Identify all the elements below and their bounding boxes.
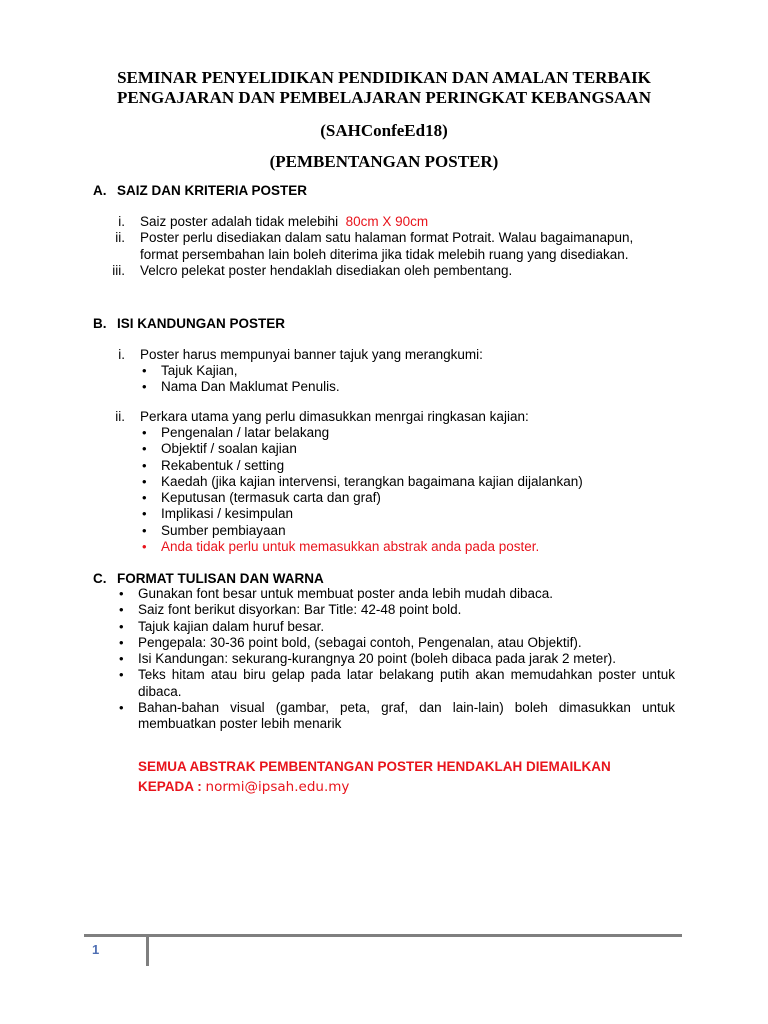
bullet-text: Nama Dan Maklumat Penulis. [161,379,340,395]
bullet-text: Sumber pembiayaan [161,522,286,538]
bullet-icon: • [142,441,147,457]
list-item-text-line-1: Poster perlu disediakan dalam satu halaman format Potrait. Walau bagaimanapun, [140,230,634,246]
header-title-line-1: SEMINAR PENYELIDIKAN PENDIDIKAN DAN AMALAN TERBAIK [117,68,651,87]
bullet-item [115,667,675,700]
notice-prefix: KEPADA : [138,779,202,794]
page-number: 1 [92,942,100,957]
list-item-text: Velcro pelekat poster hendaklah disediakan oleh pembentang. [140,262,513,278]
section-b-title: ISI KANDUNGAN POSTER [117,316,286,331]
bullet-text: Tajuk Kajian, [161,363,238,378]
list-item [93,214,678,230]
bullet-item [138,441,678,457]
footer-divider [146,937,149,966]
section-b-item-2 [93,409,678,425]
bullet-icon: • [119,651,124,667]
bullet-icon: • [142,425,147,440]
bullet-text: Gunakan font besar untuk membuat poster anda lebih mudah dibaca. [138,586,554,601]
email-address[interactable]: normi@ipsah.edu.my [205,779,350,795]
notice-line-2 [138,777,678,797]
document-subtitle: (PEMBENTANGAN POSTER) [269,152,499,171]
bullet-item [115,602,675,618]
bullet-item [138,523,678,539]
bullet-text: Implikasi / kesimpulan [161,506,294,522]
section-a-heading [93,182,307,199]
section-c-letter: C. [93,571,107,586]
list-item-number: i. [118,214,125,229]
list-item [93,263,678,279]
email-notice [138,757,678,797]
list-item-text: Saiz poster adalah tidak melebihi [140,214,339,229]
bullet-icon: • [119,618,124,634]
bullet-icon: • [142,457,147,473]
section-c-title: FORMAT TULISAN DAN WARNA [117,571,324,586]
list-item [93,347,678,363]
section-b-heading [93,315,285,332]
bullet-item [138,363,678,379]
bullet-text: Bahan-bahan visual (gambar, peta, graf, dan lain-lain) boleh dimasukkan untuk membuatkan poster lebih menarik [138,700,675,732]
footer-rule [84,934,682,937]
bullet-item-warning [138,539,678,555]
bullet-item [115,619,675,635]
bullet-text: Objektif / soalan kajian [161,441,297,457]
bullet-icon: • [119,634,124,650]
bullet-text: Kaedah (jika kajian intervensi, terangkan bagaimana kajian dijalankan) [161,473,583,489]
bullet-icon: • [119,602,124,618]
bullet-text: Saiz font berikut disyorkan: Bar Title: 42-48 point bold. [138,602,462,618]
bullet-icon: • [142,363,147,378]
bullet-text: Teks hitam atau biru gelap pada latar belakang putih akan memudahkan poster untuk dibaca. [138,667,675,699]
bullet-text: Keputusan (termasuk carta dan graf) [161,490,381,506]
bullet-item [138,425,678,441]
bullet-item [138,506,678,522]
bullet-item [115,651,675,667]
bullet-icon: • [142,522,147,538]
section-b-item-2-bullets [138,425,678,555]
section-a-list [93,214,678,279]
list-item-number: ii. [115,409,125,424]
section-a-letter: A. [93,183,107,198]
list-item-text: Perkara utama yang perlu dimasukkan menrgai ringkasan kajian: [140,409,529,424]
section-c-heading [93,570,324,587]
bullet-item [138,474,678,490]
bullet-text: Tajuk kajian dalam huruf besar. [138,618,325,634]
bullet-text: Pengenalan / latar belakang [161,425,330,440]
bullet-icon: • [119,667,124,683]
list-item-text: Poster harus mempunyai banner tajuk yang merangkumi: [140,347,483,362]
bullet-item [138,490,678,506]
bullet-text: Anda tidak perlu untuk memasukkan abstrak anda pada poster. [161,539,540,555]
bullet-icon: • [142,379,147,395]
list-item-number: ii. [115,230,125,246]
section-b-item-1 [93,347,678,363]
section-a-title: SAIZ DAN KRITERIA POSTER [117,183,308,198]
list-item-number: iii. [112,262,125,278]
bullet-icon: • [119,700,124,716]
bullet-item [115,635,675,651]
section-c-bullets [115,586,675,733]
section-b-item-1-bullets [138,363,678,396]
list-item [93,230,678,263]
notice-line-1: SEMUA ABSTRAK PEMBENTANGAN POSTER HENDAKLAH DIEMAILKAN [138,759,611,774]
bullet-icon: • [142,506,147,522]
list-item-number: i. [118,347,125,362]
bullet-text: Isi Kandungan: sekurang-kurangnya 20 point (boleh dibaca pada jarak 2 meter). [138,651,617,667]
header-title-line-2: PENGAJARAN DAN PEMBELAJARAN PERINGKAT KEBANGSAAN [117,88,651,107]
section-b-letter: B. [93,316,107,331]
bullet-icon: • [142,473,147,489]
bullet-item [138,458,678,474]
list-item-text-line-2: format persembahan lain boleh diterima jika tidak melebih ruang yang disediakan. [140,246,629,262]
bullet-icon: • [142,490,147,506]
bullet-icon: • [142,539,147,555]
bullet-item [115,700,675,733]
bullet-item [138,379,678,395]
bullet-text: Rekabentuk / setting [161,457,285,473]
poster-size-highlight: 80cm X 90cm [345,214,429,229]
event-code: (SAHConfeEd18) [320,121,448,140]
bullet-icon: • [119,586,124,601]
bullet-item [115,586,675,602]
list-item [93,409,678,425]
bullet-text: Pengepala: 30-36 point bold, (sebagai contoh, Pengenalan, atau Objektif). [138,634,582,650]
